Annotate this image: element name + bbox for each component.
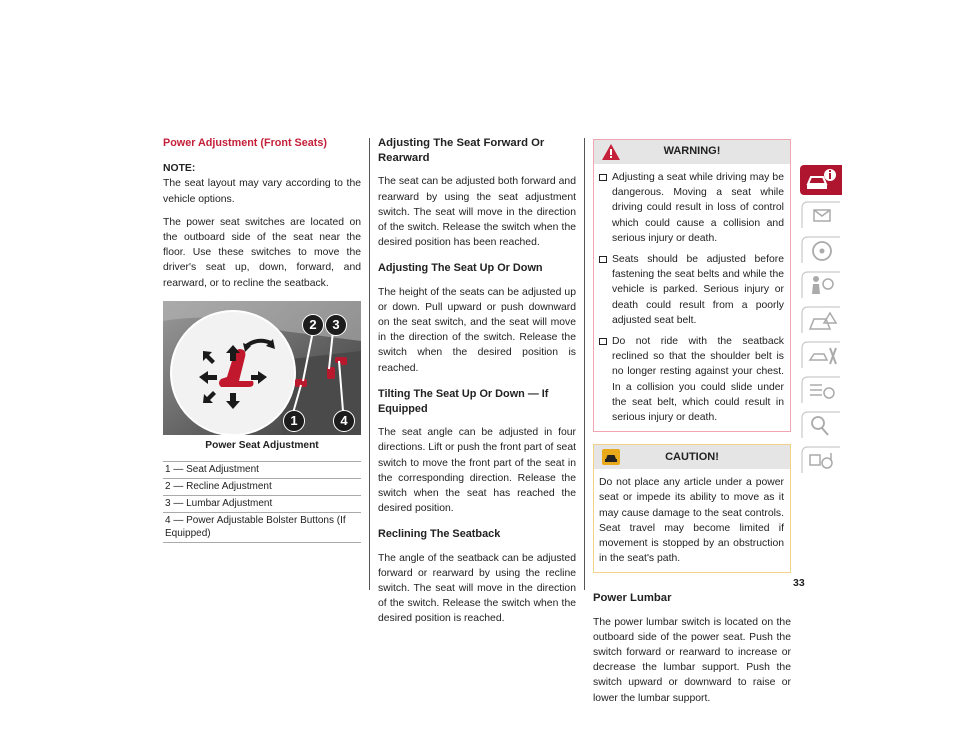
warning-box xyxy=(593,139,791,432)
search-index-icon xyxy=(800,410,842,440)
legend-item: 4 — Power Adjustable Bolster Buttons (If Equipped) xyxy=(163,512,361,542)
tab-service[interactable] xyxy=(800,340,842,370)
figure-caption: Power Seat Adjustment xyxy=(205,439,319,451)
paragraph: The angle of the seatback can be adjusted forward or rearward by using the recline switch. The seat will move in the direction of the switch. Release the switch when the desired position is reached. xyxy=(378,552,576,625)
intro-paragraph: The power seat switches are located on the outboard side of the seat near the floor. Use these switches to move the driver's seat up, down, forward, and rearward, or to recline the seatback. xyxy=(163,216,361,289)
warning-title: WARNING! xyxy=(663,145,721,158)
checkbox-bullet-icon xyxy=(599,256,607,263)
page-number: 33 xyxy=(793,577,805,589)
tab-index[interactable] xyxy=(800,410,842,440)
tab-safety[interactable] xyxy=(800,270,842,300)
warning-item: Do not ride with the seatback reclined so that the shoulder belt is no longer resting against your chest. In a collision you could slide under the seat belt, which could result in serious injury or death. xyxy=(599,334,784,425)
tab-dashboard[interactable] xyxy=(800,200,842,230)
chapter-tabs xyxy=(800,165,842,480)
tab-emergency[interactable] xyxy=(800,305,842,335)
heading-tilting: Tilting The Seat Up Or Down — If Equipped xyxy=(378,387,549,416)
note-text: The seat layout may vary according to the vehicle options. xyxy=(163,178,361,205)
tab-vehicle-info[interactable] xyxy=(800,165,842,195)
caution-text: Do not place any article under a power seat or impede its ability to move as it may cause damage to the seat controls. Seat travel may become limited if movement is stopped by an obstruction in the seat's path. xyxy=(599,477,784,565)
warning-triangle-icon xyxy=(601,143,621,161)
paragraph: The power lumbar switch is located on the outboard side of the power seat. Push the switch forward or rearward to increase or decrease the lumbar support. Push the switch upward or downward to raise or lower the lumbar support. xyxy=(593,616,791,704)
legend-divider xyxy=(163,542,361,543)
legend-item: 1 — Seat Adjustment xyxy=(163,461,361,478)
dashboard-message-icon xyxy=(800,200,842,230)
note-label: NOTE: xyxy=(163,163,196,175)
paragraph: The seat angle can be adjusted in four directions. Lift or push the front part of seat switch to move the front part of the seat in the corresponding direction. Release the switch when the seat has reached the desired position. xyxy=(378,427,576,515)
caution-title: CAUTION! xyxy=(665,450,719,463)
callout-4: 4 xyxy=(333,410,355,432)
technical-specs-icon xyxy=(800,375,842,405)
callout-3: 3 xyxy=(325,314,347,336)
checkbox-bullet-icon xyxy=(599,174,607,181)
service-tools-icon xyxy=(800,340,842,370)
power-seat-figure xyxy=(163,301,361,435)
heading-forward-rearward: Adjusting The Seat Forward Or Rearward xyxy=(378,137,545,165)
column-2 xyxy=(378,136,576,635)
warning-item: Adjusting a seat while driving may be dangerous. Moving a seat while driving could result in loss of control which could cause a collision and serious injury or death. xyxy=(599,170,784,246)
callout-2: 2 xyxy=(302,314,324,336)
column-divider xyxy=(584,138,585,590)
column-1 xyxy=(163,136,361,543)
heading-power-lumbar: Power Lumbar xyxy=(593,592,672,605)
tab-driving[interactable] xyxy=(800,235,842,265)
caution-box xyxy=(593,444,791,573)
paragraph: The height of the seats can be adjusted up or down. Pull upward or push downward on the seat switch, and the seat will move in the direction of the switch. Release the switch when the desired position is reached. xyxy=(378,286,576,374)
paragraph: The seat can be adjusted both forward and rearward by using the seat adjustment switch. The seat will move in the direction of the switch. Release the switch when the desired position has been reached. xyxy=(378,176,576,249)
warning-header xyxy=(594,140,790,164)
heading-up-down: Adjusting The Seat Up Or Down xyxy=(378,262,543,275)
multimedia-icon xyxy=(800,445,842,475)
legend-item: 2 — Recline Adjustment xyxy=(163,478,361,495)
heading-reclining: Reclining The Seatback xyxy=(378,528,501,541)
section-title: Power Adjustment (Front Seats) xyxy=(163,137,327,149)
warning-item: Seats should be adjusted before fastening the seat belts and while the vehicle is parked. Serious injury or death could result from a poorly adjusted seat belt. xyxy=(599,252,784,328)
checkbox-bullet-icon xyxy=(599,338,607,345)
vehicle-info-icon xyxy=(800,165,842,195)
tab-multimedia[interactable] xyxy=(800,445,842,475)
legend-item: 3 — Lumbar Adjustment xyxy=(163,495,361,512)
road-warning-icon xyxy=(800,305,842,335)
column-3 xyxy=(593,139,791,714)
tab-specs[interactable] xyxy=(800,375,842,405)
caution-header xyxy=(594,445,790,469)
safety-airbag-icon xyxy=(800,270,842,300)
steering-wheel-icon xyxy=(800,235,842,265)
callout-1: 1 xyxy=(283,410,305,432)
column-divider xyxy=(369,138,370,590)
caution-car-icon xyxy=(601,448,621,466)
